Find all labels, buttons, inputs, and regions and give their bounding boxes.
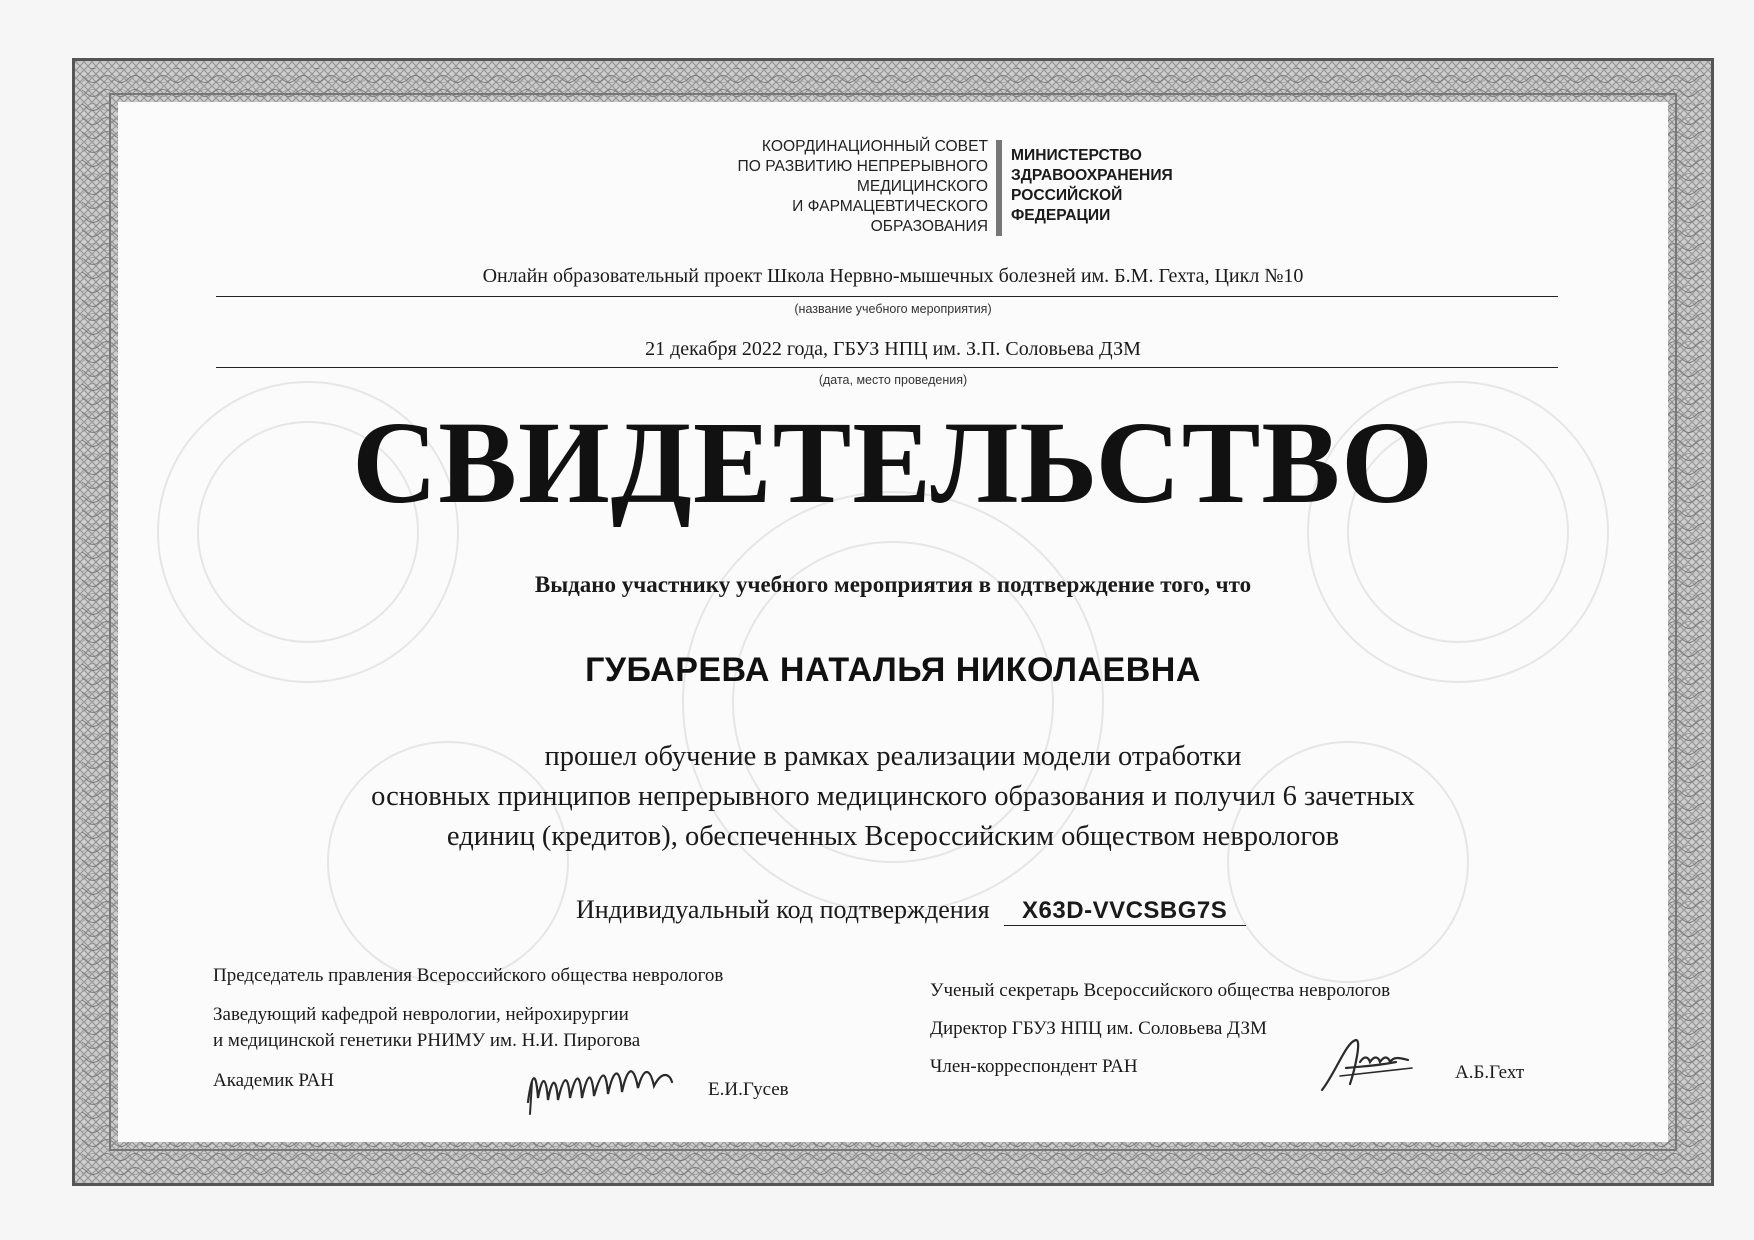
issued-text: Выдано участнику учебного мероприятия в подтверждение того, что bbox=[534, 572, 1252, 597]
body-line: единиц (кредитов), обеспеченных Всероссийским обществом неврологов bbox=[446, 821, 1340, 852]
event-name-rule bbox=[216, 296, 1558, 297]
body-line: прошел обучение в рамках реализации модели отработки bbox=[544, 741, 1242, 772]
right-signature-image bbox=[1316, 1032, 1436, 1102]
right-signer-position-2: Директор ГБУЗ НПЦ им. Соловьева ДЗМ bbox=[930, 1018, 1267, 1039]
left-signer-position-1: Председатель правления Всероссийского общества неврологов bbox=[213, 965, 724, 986]
left-signer-position-2-line-1: Заведующий кафедрой неврологии, нейрохирургии bbox=[213, 1004, 629, 1025]
left-signature-image bbox=[522, 1052, 722, 1122]
date-place-rule bbox=[216, 367, 1558, 368]
event-name-caption: (название учебного мероприятия) bbox=[794, 302, 992, 316]
body-line: основных принципов непрерывного медицинского образования и получил 6 зачетных bbox=[371, 781, 1415, 812]
council-line: МЕДИЦИНСКОГО bbox=[856, 178, 988, 195]
left-signer-position-2-line-2: и медицинской генетики РНИМУ им. Н.И. Пирогова bbox=[213, 1030, 641, 1051]
holder-name: ГУБАРЕВА НАТАЛЬЯ НИКОЛАЕВНА bbox=[585, 651, 1201, 689]
confirmation-code-label: Индивидуальный код подтверждения bbox=[576, 895, 990, 924]
council-line: И ФАРМАЦЕВТИЧЕСКОГО bbox=[792, 198, 988, 215]
date-place-caption: (дата, место проведения) bbox=[818, 373, 968, 387]
confirmation-code-value: X63D-VVCSBG7S bbox=[1004, 897, 1246, 926]
certificate-sheet bbox=[72, 58, 1714, 1186]
ministry-line: РОССИЙСКОЙ bbox=[1011, 187, 1123, 204]
council-line: ПО РАЗВИТИЮ НЕПРЕРЫВНОГО bbox=[737, 158, 988, 175]
logo-divider bbox=[996, 140, 1002, 236]
council-line: ОБРАЗОВАНИЯ bbox=[870, 218, 988, 235]
right-signer-name: А.Б.Гехт bbox=[1455, 1062, 1525, 1083]
ministry-line: МИНИСТЕРСТВО bbox=[1011, 147, 1142, 164]
ministry-logo-text bbox=[1011, 146, 1271, 226]
event-date-place: 21 декабря 2022 года, ГБУЗ НПЦ им. З.П. Соловьева ДЗМ bbox=[645, 338, 1141, 360]
council-line: КООРДИНАЦИОННЫЙ СОВЕТ bbox=[761, 138, 988, 155]
event-name: Онлайн образовательный проект Школа Нервно-мышечных болезней им. Б.М. Гехта, Цикл №10 bbox=[482, 265, 1304, 287]
ministry-line: ЗДРАВООХРАНЕНИЯ bbox=[1011, 167, 1173, 184]
left-signer-name: Е.И.Гусев bbox=[708, 1079, 789, 1100]
coordination-council-logo-text bbox=[598, 137, 988, 237]
certificate-body-text bbox=[118, 737, 1668, 857]
right-signer-position-1: Ученый секретарь Всероссийского общества неврологов bbox=[930, 980, 1391, 1001]
left-signer-title: Академик РАН bbox=[213, 1070, 334, 1091]
certificate-title: СВИДЕТЕЛЬСТВО bbox=[352, 397, 1434, 528]
certificate-body bbox=[118, 102, 1668, 1142]
ministry-line: ФЕДЕРАЦИИ bbox=[1011, 207, 1111, 224]
right-signer-title: Член-корреспондент РАН bbox=[930, 1056, 1138, 1077]
confirmation-code-row bbox=[576, 895, 1246, 926]
